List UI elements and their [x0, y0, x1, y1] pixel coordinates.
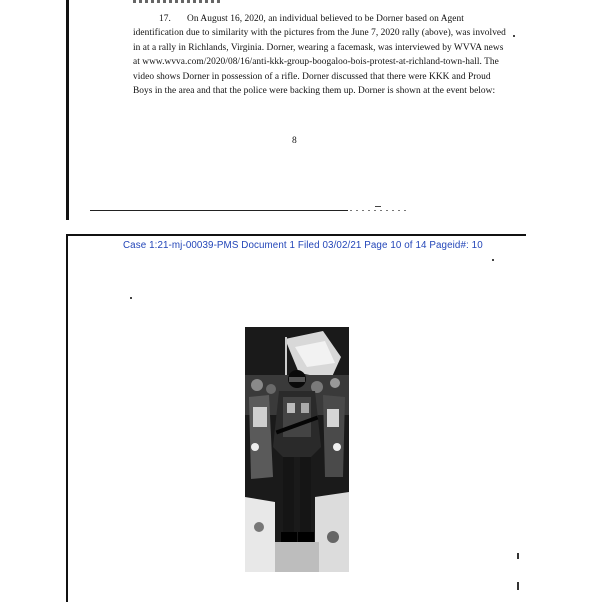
scan-speck [513, 35, 515, 37]
scan-speck [492, 259, 494, 261]
event-photo [245, 327, 349, 572]
paragraph-line: video shows Dorner in possession of a rifle. Dorner discussed that there were KKK and Proud [133, 71, 491, 82]
scan-mark [517, 582, 519, 590]
case-header: Case 1:21-mj-00039-PMS Document 1 Filed 03/02/21 Page 10 of 14 Pageid#: 10 [123, 240, 483, 251]
event-photo-image [245, 327, 349, 572]
page-border-top [66, 234, 526, 236]
footer-scan-noise [350, 210, 410, 211]
clipped-text-line [133, 0, 223, 3]
paragraph-line: Boys in the area and that the police were backing them up. Dorner is shown at the event below: [133, 86, 496, 97]
paragraph-line: identification due to similarity with the pictures from the June 7, 2020 rally (above), was involved [133, 28, 506, 39]
paragraph-17 [133, 12, 506, 98]
page-gap [0, 220, 600, 234]
page-number: 8 [292, 136, 297, 146]
paragraph-line: in at a rally in Richlands, Virginia. Dorner, wearing a facemask, was interviewed by WVVA news [133, 42, 504, 53]
footer-rule [90, 210, 348, 211]
page-border-left [66, 234, 68, 602]
scan-speck [375, 206, 381, 207]
scan-speck [130, 297, 132, 299]
paragraph-line: 17. On August 16, 2020, an individual believed to be Dorner based on Agent [133, 12, 463, 26]
paragraph-number: 17. [159, 14, 171, 24]
paragraph-line: at www.wvva.com/2020/08/16/anti-kkk-group-boogaloo-bois-protest-at-richland-town-hall. The [133, 57, 499, 68]
page-border-left [66, 0, 69, 220]
scan-mark [517, 553, 519, 559]
